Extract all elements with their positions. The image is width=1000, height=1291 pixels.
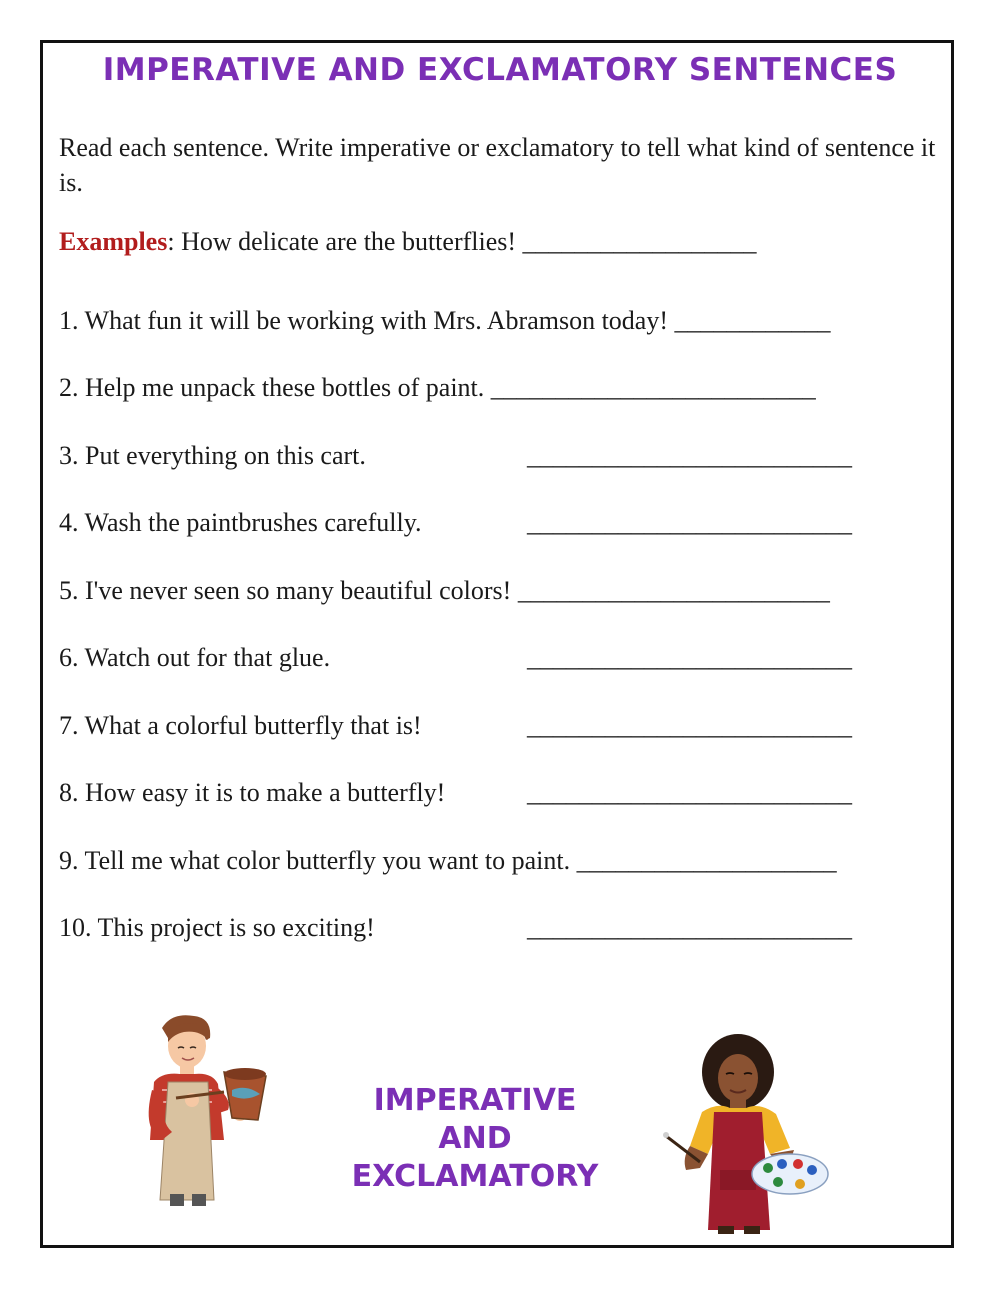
question-5 (59, 575, 830, 607)
question-4 (59, 507, 852, 539)
answer-blank[interactable]: _________________________ (527, 711, 852, 740)
answer-blank[interactable]: ________________________ (517, 576, 830, 605)
footer-title-line-2: AND (438, 1121, 512, 1156)
question-6 (59, 642, 852, 674)
question-2 (59, 372, 816, 404)
question-text: 6. Watch out for that glue. (59, 643, 331, 672)
question-7 (59, 710, 852, 742)
question-text: 8. How easy it is to make a butterfly! (59, 778, 446, 807)
example-sentence: : How delicate are the butterflies! (167, 227, 523, 256)
question-3 (59, 440, 852, 472)
footer-title-line-3: EXCLAMATORY (351, 1159, 599, 1194)
example-label: Examples (59, 227, 168, 256)
answer-blank[interactable]: ____________ (674, 306, 831, 335)
instructions: Read each sentence. Write imperative or exclamatory to tell what kind of sentence it is. (59, 133, 936, 197)
answer-blank[interactable]: _________________________ (527, 913, 852, 942)
worksheet-title: IMPERATIVE AND EXCLAMATORY SENTENCES (102, 52, 898, 88)
question-1 (59, 305, 831, 337)
woman-with-palette-illustration (660, 1030, 835, 1235)
question-10 (59, 912, 852, 944)
answer-blank[interactable]: _________________________ (527, 508, 852, 537)
question-text: 2. Help me unpack these bottles of paint. (59, 373, 491, 402)
footer-title (330, 1082, 620, 1196)
question-text: 3. Put everything on this cart. (59, 441, 366, 470)
question-8 (59, 777, 852, 809)
question-9 (59, 845, 837, 877)
question-text: 5. I've never seen so many beautiful colors! (59, 576, 518, 605)
example-answer-blank: __________________ (522, 227, 757, 256)
answer-blank[interactable]: ____________________ (576, 846, 837, 875)
boy-painting-pot-illustration (132, 1010, 282, 1210)
question-text: 9. Tell me what color butterfly you want to paint. (59, 846, 577, 875)
answer-blank[interactable]: _________________________ (490, 373, 816, 402)
question-text: 1. What fun it will be working with Mrs. Abramson today! (59, 306, 675, 335)
answer-blank[interactable]: _________________________ (527, 778, 852, 807)
question-text: 4. Wash the paintbrushes carefully. (59, 508, 422, 537)
answer-blank[interactable]: _________________________ (527, 643, 852, 672)
footer-title-line-1: IMPERATIVE (373, 1083, 577, 1118)
answer-blank[interactable]: _________________________ (527, 441, 852, 470)
question-text: 7. What a colorful butterfly that is! (59, 711, 422, 740)
example-line (59, 224, 939, 259)
question-text: 10. This project is so exciting! (59, 913, 375, 942)
